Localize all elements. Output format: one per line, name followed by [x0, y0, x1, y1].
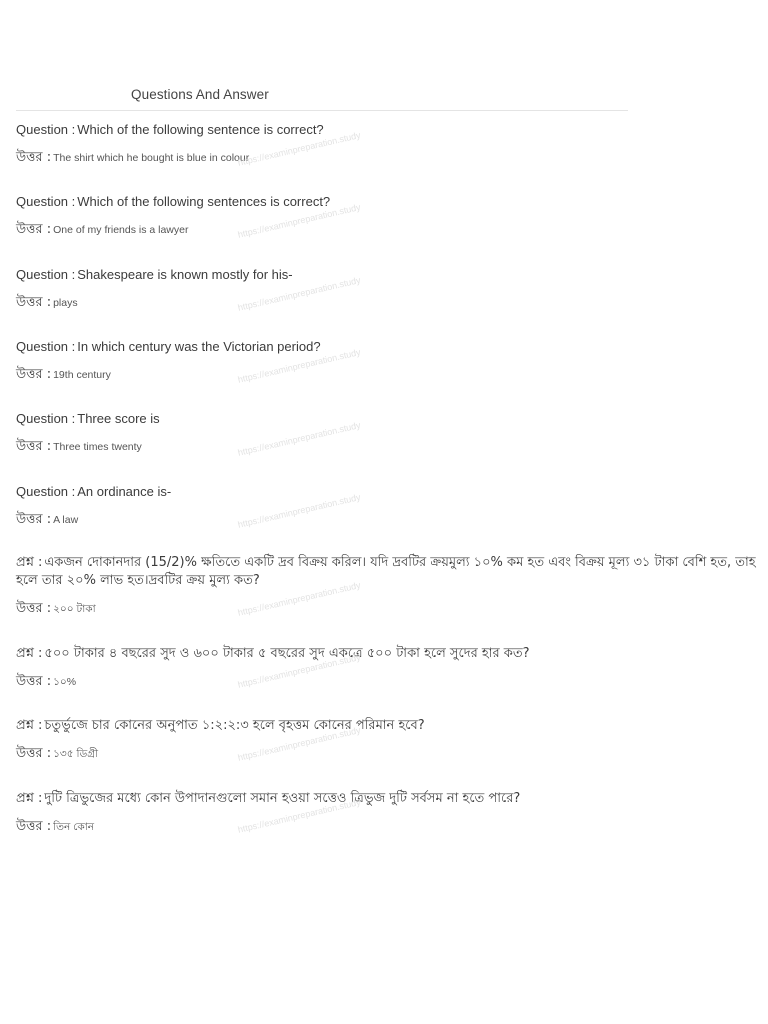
qa-item-4 — [16, 338, 756, 386]
answer-label: উত্তর : — [16, 295, 52, 310]
answer-label: উত্তর : — [16, 674, 52, 689]
answer-value: ১০% — [53, 676, 77, 688]
question-text — [16, 483, 756, 501]
answer-value: তিন কোন — [53, 821, 95, 833]
answer-row — [16, 510, 756, 531]
question-text — [16, 410, 756, 428]
answer-row — [16, 744, 756, 765]
answer-value: ২০০ টাকা — [53, 603, 96, 615]
question-prefix: Question : — [16, 339, 76, 354]
watermark-text: https://examinpreparation.study — [236, 579, 362, 618]
question-prefix: প্রশ্ন : — [16, 718, 43, 733]
answer-value: ১৩৫ ডিগ্রী — [53, 748, 99, 760]
answer-label: উত্তর : — [16, 819, 52, 834]
watermark-text: https://examinpreparation.study — [236, 491, 362, 530]
heading-divider — [16, 110, 628, 111]
answer-value: 19th century — [53, 369, 111, 381]
answer-label: উত্তর : — [16, 367, 52, 382]
qa-item-6 — [16, 483, 756, 531]
question-body: Which of the following sentence is correct? — [77, 122, 324, 137]
qa-item-2 — [16, 193, 756, 241]
question-body: Which of the following sentences is correct? — [77, 194, 331, 209]
question-body: An ordinance is- — [77, 484, 172, 499]
question-text — [16, 193, 756, 211]
qa-item-3 — [16, 266, 756, 314]
answer-label: উত্তর : — [16, 150, 52, 165]
question-body: দুটি ত্রিভুজের মধ্যে কোন উপাদানগুলো সমান হওয়া সত্তেও ত্রিভুজ দুটি সর্বসম না হতে পারে? — [44, 791, 521, 806]
watermark-text: https://examinpreparation.study — [236, 796, 362, 835]
watermark-text: https://examinpreparation.study — [236, 419, 362, 458]
answer-row — [16, 437, 756, 458]
question-prefix: প্রশ্ন : — [16, 646, 43, 661]
answer-value: One of my friends is a lawyer — [53, 224, 189, 236]
question-text — [16, 790, 756, 808]
page-heading: Questions And Answer — [131, 87, 269, 102]
answer-row — [16, 148, 756, 169]
question-body: ৫০০ টাকার ৪ বছরের সুদ ও ৬০০ টাকার ৫ বছরের সুদ একত্রে ৫০০ টাকা হলে সুদের হার কত? — [44, 646, 530, 661]
question-text — [16, 338, 756, 356]
answer-label: উত্তর : — [16, 439, 52, 454]
qa-item-7 — [16, 554, 756, 620]
qa-item-9 — [16, 717, 756, 765]
question-body: In which century was the Victorian period? — [77, 339, 321, 354]
answer-row — [16, 672, 756, 693]
watermark-text: https://examinpreparation.study — [236, 651, 362, 690]
qa-item-10 — [16, 790, 756, 838]
watermark-text: https://examinpreparation.study — [236, 724, 362, 763]
question-prefix: Question : — [16, 122, 76, 137]
qa-item-8 — [16, 645, 756, 693]
answer-row — [16, 365, 756, 386]
watermark-text: https://examinpreparation.study — [236, 346, 362, 385]
question-prefix: প্রশ্ন : — [16, 791, 43, 806]
question-body: চতুর্ভুজে চার কোনের অনুপাত ১:২:২:৩ হলে বৃহত্তম কোনের পরিমান হবে? — [44, 718, 425, 733]
question-text — [16, 121, 756, 139]
answer-row — [16, 293, 756, 314]
answer-label: উত্তর : — [16, 222, 52, 237]
question-text — [16, 717, 756, 735]
answer-row — [16, 817, 756, 838]
answer-value: A law — [53, 514, 79, 526]
answer-row — [16, 220, 756, 241]
answer-value: plays — [53, 297, 78, 309]
question-prefix: প্রশ্ন : — [16, 555, 43, 570]
answer-value: Three times twenty — [53, 441, 142, 453]
question-prefix: Question : — [16, 411, 76, 426]
watermark-text: https://examinpreparation.study — [236, 201, 362, 240]
answer-row — [16, 599, 756, 620]
question-text — [16, 554, 756, 590]
question-text — [16, 645, 756, 663]
question-text — [16, 266, 756, 284]
answer-label: উত্তর : — [16, 512, 52, 527]
question-prefix: Question : — [16, 194, 76, 209]
question-body: একজন দোকানদার (15/2)% ক্ষতিতে একটি দ্রব বিক্রয় করিল। যদি দ্রবটির ক্রয়মুল্য ১০% কম হত এবং বিক্রয় মূল্য ৩১ টাকা বেশি হত, তাহ হলে তার ২০% লাভ হত।দ্রবটির ক্রয় মুল্য কত? — [16, 555, 756, 588]
qa-item-1 — [16, 121, 756, 169]
answer-label: উত্তর : — [16, 601, 52, 616]
question-prefix: Question : — [16, 267, 76, 282]
question-body: Three score is — [77, 411, 160, 426]
question-prefix: Question : — [16, 484, 76, 499]
watermark-text: https://examinpreparation.study — [236, 129, 362, 168]
watermark-text: https://examinpreparation.study — [236, 274, 362, 313]
question-body: Shakespeare is known mostly for his- — [77, 267, 293, 282]
qa-item-5 — [16, 410, 756, 458]
answer-label: উত্তর : — [16, 746, 52, 761]
answer-value: The shirt which he bought is blue in colour — [53, 152, 250, 164]
